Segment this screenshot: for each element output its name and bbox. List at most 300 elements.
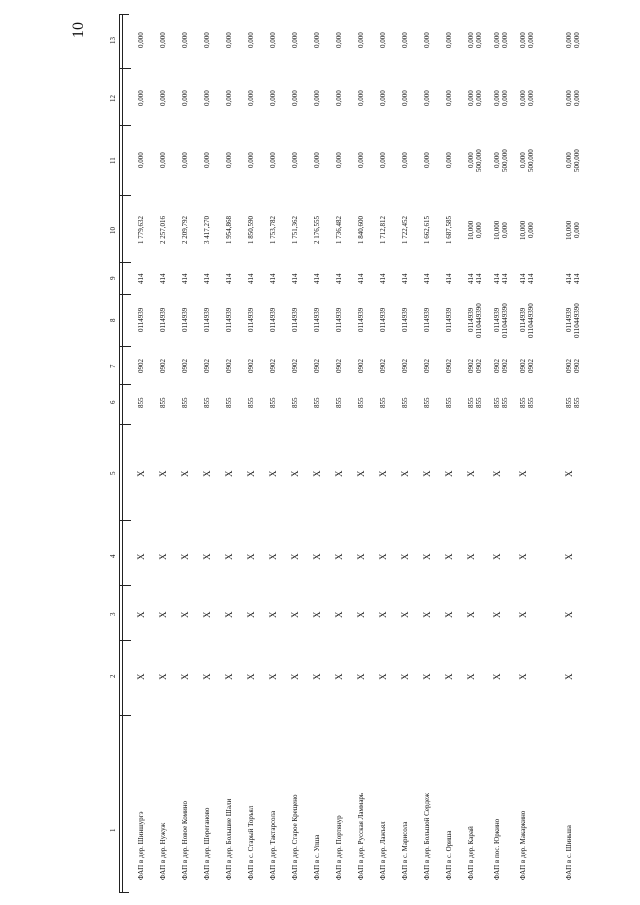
cell-value: 0902 (269, 359, 277, 373)
cross-mark: X (334, 673, 344, 680)
cross-mark: X (356, 470, 366, 477)
cell-value: 0114939 (159, 307, 167, 332)
cell-value: 0110449390 (573, 302, 581, 338)
cell-value: 2 209,792 (181, 216, 189, 244)
cell-value: 2 176,555 (313, 216, 321, 244)
cross-mark: X (158, 470, 168, 477)
header-col-separator (119, 585, 131, 586)
row-name: ФАП в дер. Шереганово (203, 807, 211, 880)
cell-value: 0,000 (423, 152, 431, 168)
cell-value: 0,000 (225, 90, 233, 106)
cell-value: 0,000 (475, 32, 483, 48)
cell-value: 0,000 (401, 90, 409, 106)
cross-mark: X (518, 553, 528, 560)
cell-value: 0,000 (423, 90, 431, 106)
header-cell: 1 (109, 828, 117, 832)
cell-value: 0,000 (565, 152, 573, 168)
cross-mark: X (466, 611, 476, 618)
cell-value: 500,000 (527, 148, 535, 172)
row-name: ФАП в дер. Старое Крещено (291, 794, 299, 880)
cell-value: 855 (467, 397, 475, 408)
cell-value: 0,000 (335, 32, 343, 48)
cell-value: 0110449390 (475, 302, 483, 338)
cross-mark: X (466, 673, 476, 680)
row-name: ФАП в дер. Тактарсола (269, 810, 277, 880)
row-name: ФАП в дер. Русская Ламмарь (357, 792, 365, 880)
cross-mark: X (564, 673, 574, 680)
cell-value: 0,000 (291, 90, 299, 106)
cross-mark: X (158, 611, 168, 618)
cell-value: 0,000 (423, 32, 431, 48)
cross-mark: X (268, 673, 278, 680)
cell-value: 0,000 (401, 152, 409, 168)
cell-value: 0,000 (501, 90, 509, 106)
cell-value: 0114939 (291, 307, 299, 332)
row-name: ФАП в пос. Юркино (493, 818, 501, 880)
cross-mark: X (290, 470, 300, 477)
cross-mark: X (444, 611, 454, 618)
cross-mark: X (422, 553, 432, 560)
cell-value: 414 (423, 273, 431, 284)
cell-value: 0,000 (335, 152, 343, 168)
cross-mark: X (518, 470, 528, 477)
cell-value: 855 (225, 397, 233, 408)
cell-value: 414 (313, 273, 321, 284)
cell-value: 414 (225, 273, 233, 284)
cross-mark: X (136, 470, 146, 477)
cell-value: 855 (565, 397, 573, 408)
cell-value: 0902 (467, 359, 475, 373)
cross-mark: X (334, 611, 344, 618)
cell-value: 0,000 (493, 152, 501, 168)
cell-value: 0,000 (357, 32, 365, 48)
cell-value: 855 (475, 397, 483, 408)
cell-value: 0,000 (269, 32, 277, 48)
cross-mark: X (378, 611, 388, 618)
cell-value: 0,000 (527, 32, 535, 48)
cell-value: 0902 (565, 359, 573, 373)
cell-value: 0,000 (137, 90, 145, 106)
cell-value: 855 (357, 397, 365, 408)
cell-value: 0,000 (493, 32, 501, 48)
cell-value: 0114939 (225, 307, 233, 332)
cell-value: 0,000 (565, 90, 573, 106)
cell-value: 414 (159, 273, 167, 284)
cell-value: 0902 (475, 359, 483, 373)
cell-value: 0902 (225, 359, 233, 373)
header-col-separator (119, 125, 131, 126)
cell-value: 0114939 (313, 307, 321, 332)
cell-value: 0,000 (181, 152, 189, 168)
cell-value: 0,000 (291, 32, 299, 48)
cell-value: 0,000 (203, 90, 211, 106)
cross-mark: X (378, 673, 388, 680)
header-cell: 11 (109, 156, 117, 164)
cross-mark: X (246, 673, 256, 680)
cross-mark: X (564, 553, 574, 560)
cell-value: 0902 (379, 359, 387, 373)
table-border-top (119, 14, 120, 892)
header-cell: 9 (109, 276, 117, 280)
cell-value: 0114939 (401, 307, 409, 332)
cell-value: 0902 (335, 359, 343, 373)
cell-value: 1 751,362 (291, 216, 299, 244)
cross-mark: X (202, 673, 212, 680)
cell-value: 0114939 (493, 307, 501, 332)
cell-value: 0114939 (379, 307, 387, 332)
cell-value: 414 (379, 273, 387, 284)
cross-mark: X (444, 470, 454, 477)
row-name: ФАП в дер. Портянур (335, 815, 343, 880)
cell-value: 414 (269, 273, 277, 284)
cell-value: 0,000 (247, 90, 255, 106)
cell-value: 1 662,615 (423, 216, 431, 244)
row-name: ФАП в дер. Шиншургэ (137, 811, 145, 880)
cross-mark: X (400, 470, 410, 477)
cell-value: 0902 (493, 359, 501, 373)
cell-value: 855 (493, 397, 501, 408)
row-name: ФАП в дер. Лажъял (379, 821, 387, 880)
cell-value: 855 (527, 397, 535, 408)
cell-value: 0114939 (335, 307, 343, 332)
cross-mark: X (356, 553, 366, 560)
cross-mark: X (422, 470, 432, 477)
cross-mark: X (246, 611, 256, 618)
cell-value: 0902 (203, 359, 211, 373)
header-col-separator (119, 346, 131, 347)
cross-mark: X (180, 673, 190, 680)
cell-value: 0,000 (379, 152, 387, 168)
cross-mark: X (422, 673, 432, 680)
cell-value: 0,000 (137, 152, 145, 168)
cell-value: 0,000 (565, 32, 573, 48)
row-name: ФАП в с. Ориша (445, 830, 453, 880)
row-name: ФАП в с. Шиньша (565, 825, 573, 880)
cross-mark: X (492, 553, 502, 560)
cell-value: 0114939 (269, 307, 277, 332)
cross-mark: X (312, 611, 322, 618)
cell-value: 855 (379, 397, 387, 408)
header-col-separator (119, 384, 131, 385)
cross-mark: X (492, 470, 502, 477)
cell-value: 855 (269, 397, 277, 408)
cell-value: 0114939 (181, 307, 189, 332)
cell-value: 0902 (313, 359, 321, 373)
header-cell: 10 (109, 226, 117, 234)
cell-value: 0,000 (401, 32, 409, 48)
cell-value: 0902 (519, 359, 527, 373)
cell-value: 855 (247, 397, 255, 408)
cell-value: 0114939 (423, 307, 431, 332)
cell-value: 0114939 (445, 307, 453, 332)
cell-value: 0,000 (203, 152, 211, 168)
cell-value: 855 (137, 397, 145, 408)
cell-value: 0,000 (225, 152, 233, 168)
cell-value: 855 (501, 397, 509, 408)
cross-mark: X (246, 470, 256, 477)
cross-mark: X (400, 553, 410, 560)
cell-value: 855 (291, 397, 299, 408)
cross-mark: X (334, 553, 344, 560)
header-col-separator (119, 68, 131, 69)
header-col-separator (119, 294, 131, 295)
cell-value: 414 (203, 273, 211, 284)
row-name: ФАП в дер. Большие Шали (225, 798, 233, 880)
cell-value: 0,000 (519, 32, 527, 48)
cross-mark: X (268, 470, 278, 477)
cell-value: 0,000 (379, 90, 387, 106)
header-cell: 5 (109, 471, 117, 475)
cell-value: 414 (527, 273, 535, 284)
cross-mark: X (180, 470, 190, 477)
header-cell: 6 (109, 400, 117, 404)
cross-mark: X (136, 673, 146, 680)
cell-value: 10,000 (565, 220, 573, 240)
cell-value: 0902 (501, 359, 509, 373)
cell-value: 0,000 (313, 90, 321, 106)
cell-value: 1 722,452 (401, 216, 409, 244)
cell-value: 0,000 (335, 90, 343, 106)
cross-mark: X (246, 553, 256, 560)
cross-mark: X (334, 470, 344, 477)
cross-mark: X (312, 553, 322, 560)
cell-value: 0114939 (203, 307, 211, 332)
cross-mark: X (224, 553, 234, 560)
cell-value: 0,000 (527, 90, 535, 106)
cell-value: 414 (493, 273, 501, 284)
cell-value: 0,000 (445, 90, 453, 106)
cross-mark: X (312, 673, 322, 680)
cell-value: 0,000 (159, 152, 167, 168)
cell-value: 0,000 (527, 222, 535, 238)
row-name: ФАП в дер. Большой Сердеж (423, 793, 431, 880)
cell-value: 414 (291, 273, 299, 284)
page-number: 10 (70, 22, 87, 38)
cell-value: 0,000 (501, 222, 509, 238)
header-col-separator (119, 262, 131, 263)
cell-value: 10,000 (519, 220, 527, 240)
cell-value: 500,000 (475, 148, 483, 172)
cell-value: 0,000 (519, 152, 527, 168)
cross-mark: X (290, 611, 300, 618)
cross-mark: X (180, 553, 190, 560)
cell-value: 1 840,600 (357, 216, 365, 244)
row-name: ФАП в дер. Макаркино (519, 810, 527, 880)
cell-value: 0,000 (519, 90, 527, 106)
cell-value: 855 (573, 397, 581, 408)
cell-value: 855 (519, 397, 527, 408)
cell-value: 855 (159, 397, 167, 408)
cross-mark: X (180, 611, 190, 618)
cross-mark: X (518, 673, 528, 680)
cell-value: 10,000 (467, 220, 475, 240)
cross-mark: X (378, 470, 388, 477)
table-border-left (119, 892, 129, 893)
cell-value: 2 257,016 (159, 216, 167, 244)
cell-value: 0110449390 (501, 302, 509, 338)
header-col-separator (119, 195, 131, 196)
cell-value: 1 850,590 (247, 216, 255, 244)
cross-mark: X (444, 673, 454, 680)
cell-value: 0,000 (181, 90, 189, 106)
cell-value: 414 (335, 273, 343, 284)
cross-mark: X (224, 673, 234, 680)
cell-value: 0,000 (269, 152, 277, 168)
cell-value: 0902 (247, 359, 255, 373)
cross-mark: X (356, 611, 366, 618)
cell-value: 0,000 (573, 32, 581, 48)
table-border-right (119, 14, 129, 15)
cell-value: 0,000 (159, 90, 167, 106)
cross-mark: X (466, 470, 476, 477)
cell-value: 414 (573, 273, 581, 284)
cell-value: 0114939 (247, 307, 255, 332)
cell-value: 855 (203, 397, 211, 408)
header-cell: 12 (109, 94, 117, 102)
cross-mark: X (202, 553, 212, 560)
cell-value: 500,000 (573, 148, 581, 172)
cell-value: 0,000 (573, 222, 581, 238)
cell-value: 0114939 (137, 307, 145, 332)
cell-value: 0,000 (493, 90, 501, 106)
row-name: ФАП в с. Упша (313, 834, 321, 880)
cell-value: 414 (401, 273, 409, 284)
cross-mark: X (136, 611, 146, 618)
cell-value: 855 (181, 397, 189, 408)
cell-value: 0902 (291, 359, 299, 373)
cross-mark: X (564, 470, 574, 477)
cross-mark: X (158, 553, 168, 560)
cross-mark: X (564, 611, 574, 618)
header-col-separator (119, 640, 131, 641)
cell-value: 0902 (573, 359, 581, 373)
cell-value: 0114939 (467, 307, 475, 332)
cross-mark: X (268, 553, 278, 560)
header-separator (122, 14, 123, 892)
cell-value: 1 687,585 (445, 216, 453, 244)
cross-mark: X (466, 553, 476, 560)
row-name: ФАП в дер. Нужуж (159, 822, 167, 880)
row-name: ФАП в дер. Карай (467, 826, 475, 880)
cell-value: 1 954,868 (225, 216, 233, 244)
cross-mark: X (224, 470, 234, 477)
cell-value: 0,000 (501, 32, 509, 48)
cell-value: 855 (313, 397, 321, 408)
cell-value: 414 (181, 273, 189, 284)
cell-value: 0902 (357, 359, 365, 373)
cell-value: 855 (401, 397, 409, 408)
cell-value: 0114939 (565, 307, 573, 332)
cell-value: 0,000 (291, 152, 299, 168)
cell-value: 414 (357, 273, 365, 284)
cell-value: 0,000 (247, 32, 255, 48)
cell-value: 0902 (181, 359, 189, 373)
header-col-separator (119, 715, 131, 716)
cell-value: 0,000 (467, 32, 475, 48)
cross-mark: X (518, 611, 528, 618)
cell-value: 0114939 (519, 307, 527, 332)
cell-value: 0,000 (475, 222, 483, 238)
cell-value: 1 779,632 (137, 216, 145, 244)
row-name: ФАП в дер. Новое Комино (181, 800, 189, 880)
cell-value: 0110449390 (527, 302, 535, 338)
header-cell: 8 (109, 318, 117, 322)
cross-mark: X (356, 673, 366, 680)
cell-value: 414 (475, 273, 483, 284)
cross-mark: X (158, 673, 168, 680)
cell-value: 414 (519, 273, 527, 284)
cell-value: 0,000 (467, 152, 475, 168)
cell-value: 0,000 (269, 90, 277, 106)
cell-value: 0902 (401, 359, 409, 373)
cell-value: 0,000 (313, 32, 321, 48)
cell-value: 0,000 (247, 152, 255, 168)
cell-value: 0902 (137, 359, 145, 373)
cell-value: 0,000 (203, 32, 211, 48)
cell-value: 0902 (527, 359, 535, 373)
cell-value: 855 (423, 397, 431, 408)
cell-value: 414 (467, 273, 475, 284)
header-col-separator (119, 520, 131, 521)
cell-value: 0,000 (357, 90, 365, 106)
cell-value: 0,000 (181, 32, 189, 48)
cell-value: 855 (335, 397, 343, 408)
row-name: ФАП в с. Старый Торъял (247, 805, 255, 880)
cross-mark: X (400, 673, 410, 680)
cross-mark: X (312, 470, 322, 477)
cell-value: 0,000 (445, 152, 453, 168)
cell-value: 1 753,782 (269, 216, 277, 244)
header-cell: 7 (109, 364, 117, 368)
cross-mark: X (268, 611, 278, 618)
cross-mark: X (224, 611, 234, 618)
cell-value: 855 (445, 397, 453, 408)
cell-value: 0902 (423, 359, 431, 373)
cross-mark: X (202, 611, 212, 618)
header-cell: 3 (109, 612, 117, 616)
cell-value: 0114939 (357, 307, 365, 332)
cross-mark: X (444, 553, 454, 560)
cell-value: 0,000 (445, 32, 453, 48)
cell-value: 414 (565, 273, 573, 284)
cell-value: 414 (445, 273, 453, 284)
cross-mark: X (290, 673, 300, 680)
cross-mark: X (492, 673, 502, 680)
cell-value: 0,000 (467, 90, 475, 106)
cell-value: 1 712,812 (379, 216, 387, 244)
header-col-separator (119, 424, 131, 425)
cell-value: 0,000 (225, 32, 233, 48)
cross-mark: X (400, 611, 410, 618)
row-name: ФАП в с. Марисола (401, 821, 409, 880)
cross-mark: X (202, 470, 212, 477)
cell-value: 0,000 (137, 32, 145, 48)
cell-value: 1 736,482 (335, 216, 343, 244)
cross-mark: X (378, 553, 388, 560)
header-cell: 13 (109, 36, 117, 44)
cell-value: 0902 (445, 359, 453, 373)
cell-value: 414 (247, 273, 255, 284)
cell-value: 0,000 (573, 90, 581, 106)
cross-mark: X (492, 611, 502, 618)
cell-value: 3 417,270 (203, 216, 211, 244)
cell-value: 0,000 (159, 32, 167, 48)
cell-value: 0902 (159, 359, 167, 373)
cell-value: 0,000 (313, 152, 321, 168)
cell-value: 0,000 (357, 152, 365, 168)
cell-value: 10,000 (493, 220, 501, 240)
cell-value: 0,000 (475, 90, 483, 106)
